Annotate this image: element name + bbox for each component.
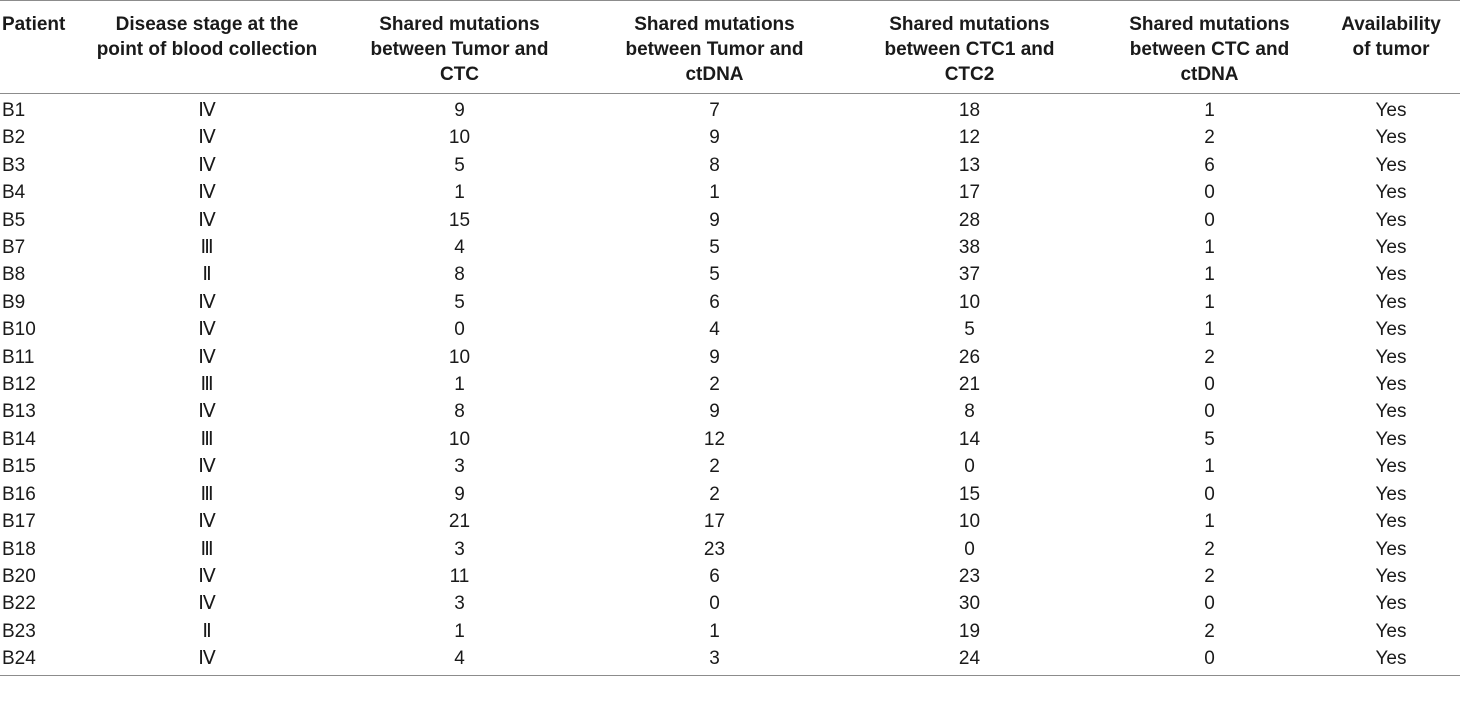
cell-tumor-ctc: 8 <box>454 264 465 286</box>
cell-patient: B5 <box>2 209 26 231</box>
cell-availability: Yes <box>1375 154 1407 176</box>
cell-availability: Yes <box>1375 565 1407 587</box>
cell-tumor-ctc: 9 <box>454 100 465 121</box>
cell-availability: Yes <box>1322 645 1460 676</box>
cell-tumor-ctc: 10 <box>448 127 471 149</box>
table-row <box>0 234 1460 261</box>
cell-tumor-ctdna: 5 <box>709 264 720 286</box>
cell-tumor-ctdna: 4 <box>709 319 720 341</box>
cell-ctc1-ctc2: 30 <box>958 593 981 615</box>
table-row <box>0 590 1460 617</box>
cell-tumor-ctdna: 7 <box>709 100 720 121</box>
cell-ctc1-ctc2: 13 <box>958 154 981 176</box>
cell-disease-stage: Ⅳ <box>198 401 216 423</box>
cell-tumor-ctdna: 9 <box>709 346 720 368</box>
cell-tumor-ctc: 1 <box>454 374 465 396</box>
cell-ctc1-ctc2: 26 <box>958 346 981 368</box>
cell-ctc-ctdna: 5 <box>1204 428 1215 450</box>
column-header-ctc-ctdna: Shared mutations between CTC and ctDNA <box>1097 1 1322 94</box>
cell-availability: Yes <box>1375 209 1407 231</box>
cell-ctc-ctdna: 2 <box>1204 538 1215 560</box>
cell-tumor-ctc: 21 <box>448 511 471 533</box>
cell-ctc1-ctc2: 24 <box>842 645 1097 676</box>
table-row <box>0 179 1460 206</box>
cell-patient: B4 <box>2 182 26 204</box>
cell-disease-stage: Ⅳ <box>198 456 216 478</box>
cell-ctc1-ctc2: 17 <box>958 182 981 204</box>
cell-tumor-ctdna: 12 <box>703 428 726 450</box>
cell-patient: B15 <box>2 456 36 478</box>
cell-tumor-ctc: 8 <box>454 401 465 423</box>
cell-tumor-ctdna: 0 <box>709 593 720 615</box>
cell-ctc-ctdna: 2 <box>1204 127 1215 149</box>
table-row <box>0 398 1460 425</box>
cell-tumor-ctdna: 9 <box>709 209 720 231</box>
cell-ctc1-ctc2: 38 <box>958 237 981 259</box>
cell-ctc-ctdna: 0 <box>1204 401 1215 423</box>
cell-availability: Yes <box>1375 456 1407 478</box>
cell-patient: B13 <box>2 401 36 423</box>
table-row <box>0 344 1460 371</box>
table-row <box>0 289 1460 316</box>
cell-tumor-ctdna: 17 <box>703 511 726 533</box>
cell-tumor-ctdna: 5 <box>709 237 720 259</box>
cell-patient: B16 <box>2 483 36 505</box>
cell-availability: Yes <box>1375 291 1407 313</box>
cell-disease-stage: Ⅳ <box>198 182 216 204</box>
cell-ctc-ctdna: 1 <box>1204 291 1215 313</box>
cell-disease-stage: Ⅳ <box>198 319 216 341</box>
cell-ctc1-ctc2: 14 <box>958 428 981 450</box>
cell-disease-stage: Ⅱ <box>202 264 212 286</box>
table-row <box>0 645 1460 676</box>
cell-tumor-ctc: 9 <box>454 483 465 505</box>
cell-tumor-ctdna: 2 <box>709 374 720 396</box>
cell-ctc1-ctc2: 8 <box>964 401 975 423</box>
cell-tumor-ctc: 3 <box>454 538 465 560</box>
column-header-disease-stage: Disease stage at the point of blood collection <box>82 1 332 94</box>
cell-tumor-ctc: 5 <box>454 154 465 176</box>
cell-ctc1-ctc2: 12 <box>958 127 981 149</box>
cell-ctc-ctdna: 2 <box>1204 565 1215 587</box>
cell-ctc-ctdna: 0 <box>1204 483 1215 505</box>
cell-availability: Yes <box>1375 127 1407 149</box>
cell-tumor-ctdna: 9 <box>709 127 720 149</box>
cell-tumor-ctc: 11 <box>449 565 470 587</box>
cell-patient: B18 <box>2 538 36 560</box>
cell-tumor-ctdna: 8 <box>709 154 720 176</box>
column-header-tumor-ctc: Shared mutations between Tumor and CTC <box>332 1 587 94</box>
cell-ctc-ctdna: 0 <box>1204 209 1215 231</box>
cell-patient: B11 <box>2 346 35 368</box>
table-body <box>0 94 1460 676</box>
cell-ctc-ctdna: 0 <box>1204 374 1215 396</box>
cell-ctc-ctdna: 6 <box>1204 154 1215 176</box>
cell-tumor-ctc: 5 <box>454 291 465 313</box>
cell-patient: B22 <box>2 593 36 615</box>
cell-tumor-ctdna: 6 <box>709 291 720 313</box>
cell-patient: B3 <box>2 154 26 176</box>
column-header-ctc1-ctc2: Shared mutations between CTC1 and CTC2 <box>842 1 1097 94</box>
table-row <box>0 94 1460 125</box>
table-row <box>0 481 1460 508</box>
cell-ctc1-ctc2: 10 <box>958 511 981 533</box>
cell-ctc1-ctc2: 28 <box>958 209 981 231</box>
cell-disease-stage: Ⅱ <box>202 620 212 642</box>
cell-patient: B10 <box>2 319 36 341</box>
cell-availability: Yes <box>1375 346 1407 368</box>
cell-disease-stage: Ⅳ <box>198 593 216 615</box>
cell-tumor-ctc: 15 <box>448 209 471 231</box>
column-header-availability: Availability of tumor <box>1322 1 1460 94</box>
cell-patient: B1 <box>2 100 26 121</box>
cell-tumor-ctdna: 1 <box>709 182 720 204</box>
cell-tumor-ctc: 10 <box>448 428 471 450</box>
cell-tumor-ctdna: 3 <box>587 645 842 676</box>
cell-patient: B23 <box>2 620 36 642</box>
cell-availability: Yes <box>1375 428 1407 450</box>
cell-ctc-ctdna: 0 <box>1204 593 1215 615</box>
cell-ctc1-ctc2: 0 <box>964 538 975 560</box>
cell-disease-stage: Ⅳ <box>198 127 216 149</box>
cell-ctc1-ctc2: 21 <box>958 374 981 396</box>
cell-patient: B8 <box>2 264 26 286</box>
cell-availability: Yes <box>1375 374 1407 396</box>
cell-ctc1-ctc2: 15 <box>958 483 981 505</box>
cell-disease-stage: Ⅳ <box>198 154 216 176</box>
cell-ctc1-ctc2: 23 <box>958 565 981 587</box>
cell-tumor-ctc: 3 <box>454 456 465 478</box>
cell-availability: Yes <box>1375 237 1407 259</box>
cell-disease-stage: Ⅲ <box>200 374 214 396</box>
cell-tumor-ctc: 4 <box>454 237 465 259</box>
cell-ctc-ctdna: 0 <box>1097 645 1322 676</box>
cell-disease-stage: Ⅳ <box>198 209 216 231</box>
cell-ctc-ctdna: 2 <box>1204 346 1215 368</box>
table-row <box>0 124 1460 151</box>
cell-ctc1-ctc2: 10 <box>958 291 981 313</box>
cell-ctc1-ctc2: 37 <box>958 264 981 286</box>
cell-tumor-ctc: 3 <box>454 593 465 615</box>
cell-disease-stage: Ⅲ <box>200 237 214 259</box>
cell-ctc1-ctc2: 18 <box>958 100 981 121</box>
cell-tumor-ctc: 1 <box>454 620 465 642</box>
cell-ctc-ctdna: 1 <box>1204 319 1215 341</box>
table-header-row <box>0 1 1460 94</box>
cell-disease-stage: Ⅲ <box>200 428 214 450</box>
cell-patient: B20 <box>2 565 36 587</box>
cell-ctc1-ctc2: 5 <box>964 319 975 341</box>
table-row <box>0 618 1460 645</box>
cell-availability: Yes <box>1375 264 1407 286</box>
cell-tumor-ctc: 1 <box>454 182 465 204</box>
cell-patient: B17 <box>2 511 36 533</box>
cell-disease-stage: Ⅳ <box>198 565 216 587</box>
table-row <box>0 453 1460 480</box>
table-row <box>0 371 1460 398</box>
cell-patient: B12 <box>2 374 36 396</box>
column-header-patient: Patient <box>0 1 82 94</box>
cell-ctc-ctdna: 1 <box>1204 511 1215 533</box>
cell-tumor-ctc: 4 <box>332 645 587 676</box>
cell-ctc-ctdna: 1 <box>1204 237 1215 259</box>
cell-ctc-ctdna: 0 <box>1204 182 1215 204</box>
cell-patient: B24 <box>0 645 82 676</box>
table-row <box>0 316 1460 343</box>
cell-tumor-ctdna: 6 <box>709 565 720 587</box>
cell-ctc-ctdna: 1 <box>1204 264 1215 286</box>
cell-disease-stage: Ⅳ <box>198 291 216 313</box>
column-header-tumor-ctdna: Shared mutations between Tumor and ctDNA <box>587 1 842 94</box>
cell-availability: Yes <box>1375 483 1407 505</box>
cell-availability: Yes <box>1375 538 1407 560</box>
cell-patient: B7 <box>2 237 26 259</box>
cell-availability: Yes <box>1375 100 1407 121</box>
table-row <box>0 508 1460 535</box>
table-row <box>0 152 1460 179</box>
cell-disease-stage: Ⅲ <box>200 538 214 560</box>
cell-disease-stage: Ⅳ <box>198 346 216 368</box>
cell-ctc1-ctc2: 0 <box>964 456 975 478</box>
table-row <box>0 426 1460 453</box>
cell-tumor-ctdna: 2 <box>709 456 720 478</box>
cell-availability: Yes <box>1375 401 1407 423</box>
cell-disease-stage: Ⅲ <box>200 483 214 505</box>
cell-disease-stage: Ⅳ <box>198 100 216 121</box>
cell-tumor-ctc: 0 <box>454 319 465 341</box>
cell-ctc-ctdna: 1 <box>1204 100 1215 121</box>
cell-tumor-ctdna: 1 <box>709 620 720 642</box>
table-row <box>0 261 1460 288</box>
cell-ctc-ctdna: 1 <box>1204 456 1215 478</box>
cell-disease-stage: Ⅳ <box>198 511 216 533</box>
cell-patient: B9 <box>2 291 26 313</box>
cell-tumor-ctc: 10 <box>448 346 471 368</box>
cell-patient: B14 <box>2 428 36 450</box>
cell-tumor-ctdna: 9 <box>709 401 720 423</box>
cell-tumor-ctdna: 2 <box>709 483 720 505</box>
cell-disease-stage: Ⅳ <box>82 645 332 676</box>
cell-availability: Yes <box>1375 511 1407 533</box>
cell-tumor-ctdna: 23 <box>703 538 726 560</box>
cell-availability: Yes <box>1375 620 1407 642</box>
cell-availability: Yes <box>1375 182 1407 204</box>
table-row <box>0 563 1460 590</box>
table-row <box>0 207 1460 234</box>
cell-ctc-ctdna: 2 <box>1204 620 1215 642</box>
table-row <box>0 536 1460 563</box>
cell-availability: Yes <box>1375 319 1407 341</box>
cell-ctc1-ctc2: 19 <box>958 620 981 642</box>
cell-availability: Yes <box>1375 593 1407 615</box>
cell-patient: B2 <box>2 127 26 149</box>
